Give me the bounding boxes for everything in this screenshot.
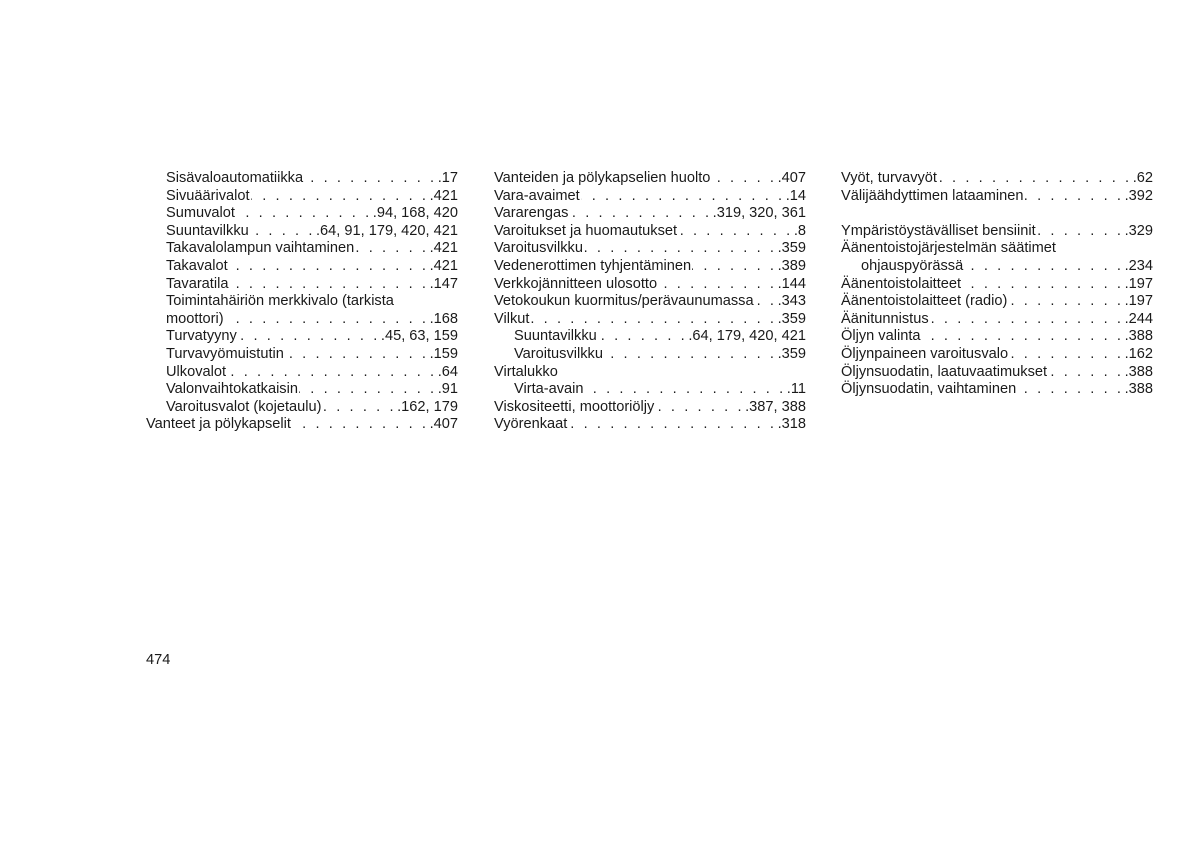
index-entry [494,258,806,276]
index-entry [146,416,458,434]
index-subentry [146,188,458,206]
dot-leader [322,399,396,417]
page-reference: .388 [1124,381,1153,398]
dot-leader [1008,293,1123,311]
page-reference: .318 [777,416,806,433]
index-entry-line [494,364,806,382]
index-term: Sivuäärivalot [166,187,250,204]
index-entry [841,328,1153,346]
index-term: Äänitunnistus [841,310,929,327]
index-entry [494,223,806,241]
page-reference: .392 [1124,187,1153,204]
index-entry-line [861,258,1153,276]
index-entry-line [494,311,806,329]
page-reference: .17 [437,170,458,186]
dot-leader [692,258,776,276]
index-entry-line [841,240,1153,258]
index-term: Ulkovalot [166,363,227,380]
dot-leader [251,188,429,206]
page-reference: .389 [777,257,806,274]
index-term: moottori) [166,310,224,327]
index-subentry [146,328,458,346]
index-term: Tavaratila [166,275,229,292]
page-reference: .407 [429,416,458,433]
dot-leader [584,240,777,258]
index-term: Varoitusvilkku [494,240,583,257]
index-subentry [841,258,1153,276]
index-term: Äänentoistolaitteet (radio) [841,293,1008,310]
index-term: Vyörenkaat [494,416,568,433]
dot-leader [604,346,777,364]
page-reference: .159 [429,345,458,362]
page-reference: .64, 91, 179, 420, 421 [315,222,458,239]
page-reference: .421 [429,257,458,274]
page-reference: .234 [1124,257,1153,274]
index-entry-line [146,416,458,434]
page-reference: .144 [777,275,806,292]
index-term: Äänentoistolaitteet [841,275,962,292]
page-reference: .319, 320, 361 [712,205,806,222]
index-entry-line [841,364,1153,382]
index-subentry [494,381,806,399]
index-entry-line [494,293,806,311]
index-entry-line [841,170,1153,188]
index-entry-line [841,223,1153,241]
dot-leader [678,223,793,241]
dot-leader [922,328,1124,346]
index-entry-line [166,293,458,311]
index-entry [494,170,806,188]
index-subentry [494,328,806,346]
index-subentry [146,311,458,329]
index-entry-line [166,328,458,346]
index-term: Takavalot [166,257,228,274]
index-entry-line [841,328,1153,346]
index-entry-line [166,381,458,399]
page-reference: .388 [1124,363,1153,380]
index-entry-line [166,346,458,364]
dot-leader [938,170,1132,188]
index-term: Vararengas [494,205,569,222]
index-entry [841,381,1153,399]
index-term: Varoitukset ja huomautukset [494,222,678,239]
index-term: Öljynsuodatin, laatuvaatimukset [841,363,1048,380]
dot-leader [227,364,437,382]
page-reference: .359 [777,310,806,327]
index-entry-line [841,276,1153,294]
index-term: Vetokoukun kuormitus/perävaunumassa [494,293,754,310]
index-subentry [146,399,458,417]
index-subentry [146,293,458,311]
dot-leader [755,293,777,311]
index-entry-line [494,240,806,258]
dot-leader [1037,223,1124,241]
index-subentry [146,240,458,258]
index-entry [841,240,1153,258]
page-reference: .197 [1124,275,1153,292]
index-term: ohjauspyörässä [861,257,964,274]
index-entry-line [494,223,806,241]
index-entry-line [166,364,458,382]
page-reference: .64, 179, 420, 421 [688,328,806,345]
index-entry [841,188,1153,206]
index-term: Valonvaihtokatkaisin [166,381,298,398]
index-entry-line [494,416,806,434]
index-entry [841,170,1153,188]
index-term: Suuntavilkku [514,328,597,345]
index-entry-line [166,223,458,241]
page-reference: .162 [1124,345,1153,362]
index-entry [841,293,1153,311]
page-reference: .168 [429,310,458,327]
dot-leader [1009,346,1123,364]
index-subentry [146,223,458,241]
page-reference: .162, 179 [397,398,458,415]
index-entry-line [514,346,806,364]
page-reference: .244 [1124,310,1153,327]
page-reference: .94, 168, 420 [372,205,458,222]
page-reference: .407 [777,170,806,186]
index-term: Sumuvalot [166,205,235,222]
dot-leader [530,311,776,329]
index-entry-line [166,276,458,294]
page-number: 474 [146,652,171,668]
index-entry-line [514,381,806,399]
index-term: Varoitusvalot (kojetaulu) [166,398,322,415]
index-entry [494,205,806,223]
index-term: Vanteiden ja pölykapselien huolto [494,170,711,186]
dot-leader [1025,188,1124,206]
page-reference: .45, 63, 159 [380,328,458,345]
index-term: Varoitusvilkku [514,345,603,362]
index-term: Äänentoistojärjestelmän säätimet [841,240,1056,257]
index-term: Vedenerottimen tyhjentäminen [494,257,692,274]
index-entry [494,293,806,311]
index-entry [841,223,1153,241]
index-term: Verkkojännitteen ulosotto [494,275,658,292]
index-entry-line [166,205,458,223]
index-entry-line [494,170,806,188]
index-term: Vyöt, turvavyöt [841,170,937,186]
dot-leader [229,276,428,294]
index-column-1 [146,170,458,434]
page-reference: .343 [777,293,806,310]
index-subentry [146,258,458,276]
dot-leader [711,170,776,188]
index-term: Virtalukko [494,363,558,380]
index-term: Turvavyömuistutin [166,345,284,362]
dot-leader [299,381,437,399]
page-reference: .359 [777,240,806,257]
dot-leader [355,240,428,258]
index-term: Suuntavilkku [166,222,249,239]
page-reference: .387, 388 [745,398,806,415]
index-entry [841,276,1153,294]
index-entry-line [166,311,458,329]
page-reference: .359 [777,345,806,362]
dot-leader [962,276,1124,294]
index-subentry [146,205,458,223]
dot-leader [581,188,785,206]
index-term: Vanteet ja pölykapselit [146,416,291,433]
index-term: Vara-avaimet [494,187,580,204]
page-reference: .91 [437,381,458,398]
index-entry-line [166,170,458,188]
index-entry [494,416,806,434]
index-entry [841,346,1153,364]
index-entry-line [166,188,458,206]
index-entry-line [494,205,806,223]
index-entry [494,364,806,382]
dot-leader [569,205,711,223]
dot-leader [1017,381,1123,399]
page-reference: .11 [786,381,806,398]
index-subentry [146,381,458,399]
index-entry [494,399,806,417]
dot-leader [238,328,380,346]
page-reference: .421 [429,187,458,204]
dot-leader [930,311,1124,329]
dot-leader [585,381,786,399]
page-reference: .197 [1124,293,1153,310]
index-subentry [146,170,458,188]
index-entry-line [841,346,1153,364]
index-term: Virta-avain [514,381,584,398]
page-reference: .421 [429,240,458,257]
index-term: Välijäähdyttimen lataaminen [841,187,1024,204]
index-entry-line [841,188,1153,206]
dot-leader [568,416,776,434]
page-reference: .147 [429,275,458,292]
index-entry-line [166,399,458,417]
page-reference: .8 [793,222,806,239]
dot-leader [285,346,429,364]
index-term: Sisävaloautomatiikka [166,170,304,186]
index-entry [494,311,806,329]
index-term: Ympäristöystävälliset bensiinit [841,222,1036,239]
index-term: Öljyn valinta [841,328,921,345]
page-reference: .64 [437,363,458,380]
index-entry-line [166,258,458,276]
dot-leader [229,258,429,276]
page-reference: .329 [1124,222,1153,239]
index-term: Viskositeetti, moottoriöljy [494,398,655,415]
index-subentry [494,346,806,364]
dot-leader [304,170,437,188]
page-reference: .14 [785,187,806,204]
index-term: Turvatyyny [166,328,237,345]
index-term: Takavalolampun vaihtaminen [166,240,355,257]
index-entry [494,188,806,206]
dot-leader [250,223,315,241]
dot-leader [292,416,429,434]
index-entry-line [514,328,806,346]
dot-leader [236,205,372,223]
index-column-3 [841,170,1153,399]
index-entry-line [841,381,1153,399]
index-entry-line [494,399,806,417]
index-entry [841,311,1153,329]
dot-leader [964,258,1123,276]
index-entry-line [841,311,1153,329]
index-term: Vilkut [494,310,530,327]
index-subentry [146,346,458,364]
page-reference: .62 [1132,170,1153,186]
dot-leader [655,399,744,417]
index-entry-line [494,276,806,294]
index-column-2 [494,170,806,434]
dot-leader [225,311,429,329]
index-term: Toimintahäiriön merkkivalo (tarkista [166,293,394,310]
page-reference: .388 [1124,328,1153,345]
index-term: Öljynpaineen varoitusvalo [841,345,1009,362]
index-term: Öljynsuodatin, vaihtaminen [841,381,1017,398]
index-entry [841,364,1153,382]
dot-leader [598,328,688,346]
index-entry [494,240,806,258]
index-entry-line [494,188,806,206]
index-entry-line [494,258,806,276]
dot-leader [1048,364,1124,382]
index-entry-line [166,240,458,258]
index-subentry [146,364,458,382]
index-entry [494,276,806,294]
dot-leader [658,276,777,294]
index-entry-line [841,293,1153,311]
index-subentry [146,276,458,294]
